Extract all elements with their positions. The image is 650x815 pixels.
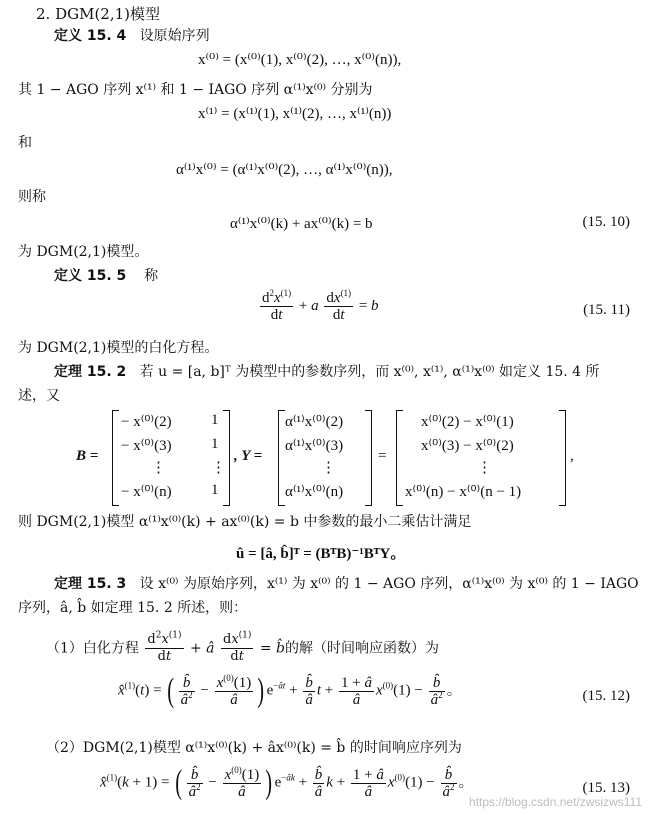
equation-dgm-model: α⁽¹⁾x⁽⁰⁾(k) + ax⁽⁰⁾(k) = b (230, 216, 373, 232)
time-response-sequence: x̂$^{(1)}$(k + 1) = ( $\frac{b̂}{â^2}$ − $\frac{x^{(0)}(1)}{â}$ ) $e^{-âk}$ + $\frac{b̂}{â}$ k + $\frac{1 + â}{â}$ $x^{(0)}(1)$ − $\frac{b̂}{â^2}$ 。 (100, 764, 474, 801)
time-response-function: x̂$^{(1)}$(t) = ( $\frac{b̂}{â^2}$ − $\frac{x^{(0)}(1)}{â}$ ) $e^{-ât}$ + $\frac{b̂}{â}$ t + $\frac{1 + â}{â}$ $x^{(0)}(1)$ − $\frac{b̂}{â^2}$ 。 (118, 672, 462, 709)
equation-number-15-11: (15. 11) (583, 302, 630, 318)
matrix-comma: , (570, 448, 574, 464)
definition-15-4-text: 设原始序列 (139, 28, 210, 44)
equation-number-15-10: (15. 10) (582, 214, 630, 230)
equation-alpha: α⁽¹⁾x⁽⁰⁾ = (α⁽¹⁾x⁽⁰⁾(2), …, α⁽¹⁾x⁽⁰⁾(n)), (176, 162, 393, 178)
definition-15-4-label: 定义 15. 4 (54, 28, 127, 44)
theorem-15-3-text2: 序列，â, b̂ 如定理 15. 2 所述，则： (18, 600, 248, 616)
matrix-y: α⁽¹⁾x⁽⁰⁾(2) α⁽¹⁾x⁽⁰⁾(3) ⋮ α⁽¹⁾x⁽⁰⁾(n) (278, 410, 372, 506)
definition-15-4-line2: 其 1 − AGO 序列 x⁽¹⁾ 和 1 − IAGO 序列 α⁽¹⁾x⁽⁰⁾ 分别为 (18, 82, 373, 98)
definition-15-4-line (54, 26, 210, 46)
theorem-15-3-label: 定理 15. 3 (54, 576, 127, 592)
theorem-15-2-text2: 述，又 (18, 388, 60, 404)
theorem-15-3-item2: （2）DGM(2,1)模型 α⁽¹⁾x⁽⁰⁾(k) + âx⁽⁰⁾(k) = b̂ 的时间响应序列为 (46, 740, 462, 756)
least-squares-estimate: û = [â, b̂]ᵀ = (BᵀB)⁻¹BᵀY。 (236, 546, 406, 562)
conjunction-and: 和 (18, 135, 32, 151)
equation-number-15-13: (15. 13) (582, 780, 630, 796)
theorem-15-2-label: 定理 15. 2 (54, 364, 127, 380)
definition-15-4-conclusion: 为 DGM(2,1)模型。 (18, 244, 149, 260)
section-heading: 2. DGM(2,1)模型 (36, 5, 161, 23)
then-call: 则称 (18, 189, 46, 205)
equation-number-15-12: (15. 12) (582, 688, 630, 704)
equation-x0: x⁽⁰⁾ = (x⁽⁰⁾(1), x⁽⁰⁾(2), …, x⁽⁰⁾(n)), (198, 52, 402, 68)
definition-15-5-line (54, 266, 158, 286)
whitening-equation: $\frac{d^2x^{(1)}}{dt}$ + a $\frac{dx^{(1)}}{dt}$ = b (262, 288, 379, 323)
theorem-15-3-item1: （1）白化方程 $\frac{d^2x^{(1)}}{dt}$ + â $\frac{dx^{(1)}}{dt}$ = b̂的解（时间响应函数）为 (46, 630, 440, 664)
definition-15-5-text: 称 (144, 268, 159, 284)
matrix-y-label: , Y = (234, 448, 263, 464)
definition-15-5-conclusion: 为 DGM(2,1)模型的白化方程。 (18, 340, 219, 356)
theorem-15-2-line (54, 362, 600, 382)
matrix-b: − x⁽⁰⁾(2) − x⁽⁰⁾(3) ⋮ − x⁽⁰⁾(n) 1 1 ⋮ 1 (112, 410, 230, 506)
theorem-15-2-text: 若 u = [a, b]ᵀ 为模型中的参数序列，而 x⁽⁰⁾, x⁽¹⁾, α⁽¹⁾x⁽⁰⁾ 如定义 15. 4 所 (139, 364, 600, 380)
definition-15-5-label: 定义 15. 5 (54, 268, 127, 284)
theorem-15-3-line (54, 574, 639, 594)
matrix-y-difference: x⁽⁰⁾(2) − x⁽⁰⁾(1) x⁽⁰⁾(3) − x⁽⁰⁾(2) ⋮ x⁽⁰⁾(n) − x⁽⁰⁾(n − 1) (396, 410, 566, 506)
watermark: https://blog.csdn.net/zwsizws111 (469, 795, 642, 809)
theorem-15-3-text: 设 x⁽⁰⁾ 为原始序列，x⁽¹⁾ 为 x⁽⁰⁾ 的 1 − AGO 序列，α⁽¹⁾x⁽⁰⁾ 为 x⁽⁰⁾ 的 1 − IAGO (139, 576, 639, 592)
matrix-b-label: B = (76, 448, 99, 464)
theorem-15-2-line3: 则 DGM(2,1)模型 α⁽¹⁾x⁽⁰⁾(k) + ax⁽⁰⁾(k) = b 中参数的最小二乘估计满足 (18, 514, 472, 530)
equals-sign: = (378, 448, 387, 464)
equation-x1: x⁽¹⁾ = (x⁽¹⁾(1), x⁽¹⁾(2), …, x⁽¹⁾(n)) (198, 106, 392, 122)
